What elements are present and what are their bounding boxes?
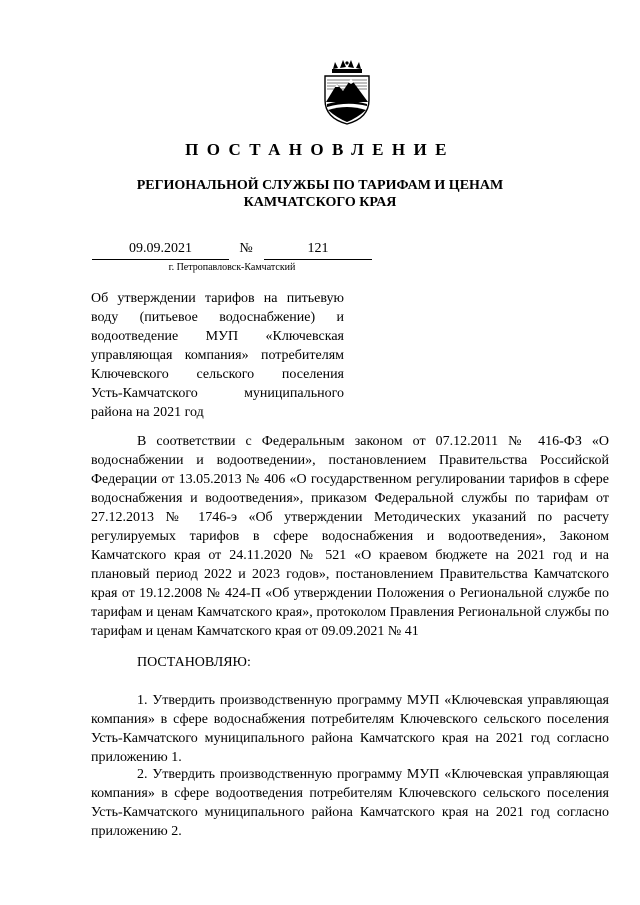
agency-name-line-1: РЕГИОНАЛЬНОЙ СЛУЖБЫ ПО ТАРИФАМ И ЦЕНАМ	[136, 178, 504, 193]
subject-line: Об утверждении тарифов на питьевую	[91, 291, 344, 306]
decree-item-1: 1. Утвердить производственную программу МУП «Ключевская управляющая компания» в сфере водоснабжения потребителям Ключевского сельского поселения Усть-Камчатского муниципального района Камчатского края на 2021 год согласно приложению 1.	[91, 693, 609, 765]
agency-name	[0, 177, 640, 211]
document-date: 09.09.2021	[92, 241, 229, 260]
kamchatka-coat-of-arms-icon	[318, 60, 376, 126]
number-sign: №	[239, 241, 253, 256]
preamble-paragraph: В соответствии с Федеральным законом от 07.12.2011 № 416-ФЗ «О водоснабжении и водоотведении», постановлением Правительства Российской Федерации от 13.05.2013 № 406 «О государственном регулировании тарифов в сфере водоснабжения и водоотведения», приказом Федеральной службы по тарифам от 27.12.2013 № 1746-э «Об утверждении Методических указаний по расчету регулируемых тарифов в сфере водоснабжения и водоотведения», Законом Камчатского края от 24.11.2020 № 521 «О краевом бюджете на 2021 год и на плановый период 2022 и 2023 годов», постановлением Правительства Камчатского края от 19.12.2008 № 424-П «Об утверждении Положения о Региональной службе по тарифам и ценам Камчатского края», протоколом Правления Региональной службы по тарифам и ценам Камчатского края от 09.09.2021 № 41	[91, 434, 609, 639]
subject-line: района на 2021 год	[91, 405, 204, 420]
document-title: ПОСТАНОВЛЕНИЕ	[185, 140, 455, 159]
subject-line: управляющая компания» потребителям	[91, 348, 344, 363]
document-number: 121	[264, 241, 372, 260]
document-city: г. Петропавловск-Камчатский	[168, 262, 296, 273]
decree-item-2: 2. Утвердить производственную программу МУП «Ключевская управляющая компания» в сфере водоотведения потребителям Ключевского сельского поселения Усть-Камчатского муниципального района Камчатского края на 2021 год согласно приложению 2.	[91, 767, 609, 839]
agency-name-line-2: КАМЧАТСКОГО КРАЯ	[243, 195, 397, 210]
subject-line: Ключевского сельского поселения	[91, 367, 344, 382]
decree-word: ПОСТАНОВЛЯЮ:	[137, 655, 251, 670]
subject-line: водоотведение МУП «Ключевская	[91, 329, 344, 344]
subject-line: воду (питьевое водоснабжение) и	[91, 310, 344, 325]
document-subject	[91, 289, 344, 422]
subject-line: Усть-Камчатского муниципального	[91, 386, 344, 401]
